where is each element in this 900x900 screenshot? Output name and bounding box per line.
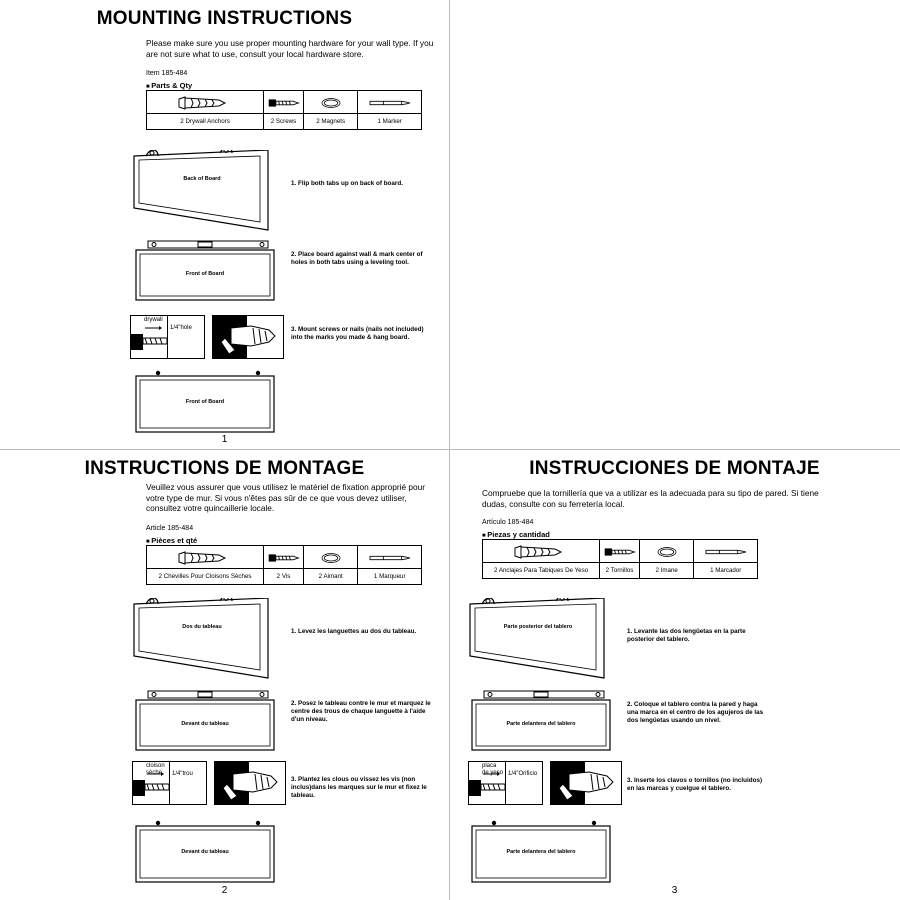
hole-size-label: 1/4"trou: [172, 771, 193, 777]
drywall-anchor-icon: [483, 542, 599, 562]
part-label: 2 Drywall Anchors: [147, 113, 263, 129]
page-number: 1: [221, 434, 228, 445]
hole-size-label: 1/4"hole: [170, 325, 192, 331]
screw-icon: [264, 548, 303, 568]
drill-illustration: [132, 761, 207, 805]
step-2: 2. Posez le tableau contre le mur et marquez le centre des trous de chaque languette à l'aide d'un niveau.: [291, 700, 431, 723]
board-back-illustration: [132, 150, 272, 232]
drywall-anchor-icon: [147, 93, 263, 113]
board-back-illustration: [132, 598, 272, 680]
part-drywall-anchor: [483, 540, 600, 578]
intro-text: Please make sure you use proper mounting hardware for your wall type. If you are not sure what to use, consult your local hardware store.: [146, 38, 434, 59]
board-back-illustration: [468, 598, 608, 680]
board-front-final-label: Parte delantera del tablero: [506, 849, 576, 855]
part-drywall-anchor: [147, 91, 264, 129]
magnet-icon: [304, 548, 358, 568]
part-label: 2 Vis: [264, 568, 303, 584]
part-label: 1 Marker: [358, 113, 421, 129]
part-label: 2 Anclajes Para Tabiques De Yeso: [483, 562, 599, 578]
part-magnet: [304, 546, 359, 584]
step-1: 1. Levante las dos lengüetas en la parte posterior del tablero.: [627, 628, 746, 643]
hammer-illustration: [214, 761, 286, 805]
page-number: 3: [671, 885, 678, 896]
board-front-label: Front of Board: [185, 271, 225, 277]
screw-icon: [264, 93, 303, 113]
part-marker: [358, 546, 421, 584]
parts-table: [146, 545, 422, 585]
step-2: 2. Coloque el tablero contra la pared y haga una marca en el centro de los agujeros de las dos lengüetas usando un nivel.: [627, 701, 764, 724]
board-front-label: Devant du tableau: [181, 721, 229, 727]
item-number: Item 185-484: [146, 70, 188, 77]
part-marker: [694, 540, 757, 578]
hammer-illustration: [212, 315, 284, 359]
item-number: Article 185-484: [146, 525, 194, 532]
hole-size-label: 1/4"Orificio: [508, 771, 538, 777]
wall-type-label: drywall: [144, 317, 163, 323]
parts-table: [146, 90, 422, 130]
drill-illustration: [468, 761, 543, 805]
instruction-page-spanish: [450, 450, 899, 899]
board-back-label: Parte posterior del tablero: [503, 624, 573, 630]
intro-text: Compruebe que la tornillería que va a utilizar es la adecuada para su tipo de pared. Si tiene dudas, consulte con su ferretería local.: [482, 488, 819, 509]
board-back-label: Dos du tableau: [182, 624, 222, 630]
part-label: 2 Chevilles Pour Cloisons Sèches: [147, 568, 263, 584]
part-screw: [264, 546, 304, 584]
wall-type-label: cloison sèche: [146, 763, 165, 776]
drill-illustration: [130, 315, 205, 359]
board-back-label: Back of Board: [183, 176, 221, 182]
page-title: INSTRUCTIONS DE MONTAGE: [84, 458, 365, 479]
part-drywall-anchor: [147, 546, 264, 584]
part-label: 2 Imane: [640, 562, 694, 578]
part-screw: [264, 91, 304, 129]
part-label: 2 Magnets: [304, 113, 358, 129]
step-3: 3. Mount screws or nails (nails not included) into the marks you made & hang board.: [291, 326, 424, 341]
instruction-page-english: [0, 0, 449, 449]
intro-text: Veuillez vous assurer que vous utilisez le matériel de fixation approprié pour votre type de mur. Si vous n'êtes pas sûr de ce que vous devez utiliser, consultez votre quincaillerie locale.: [146, 482, 426, 513]
item-number: Artículo 185-484: [482, 519, 534, 526]
magnet-icon: [640, 542, 694, 562]
drywall-anchor-icon: [147, 548, 263, 568]
instruction-page-french: [0, 450, 449, 899]
wall-type-label: placa de yeso: [482, 763, 504, 776]
marker-icon: [358, 548, 421, 568]
parts-heading: ■ Piezas y cantidad: [482, 530, 550, 539]
part-screw: [600, 540, 640, 578]
parts-heading: ■ Parts & Qty: [146, 81, 192, 90]
part-magnet: [640, 540, 695, 578]
part-label: 1 Marqueur: [358, 568, 421, 584]
board-front-label: Parte delantera del tablero: [506, 721, 576, 727]
step-3: 3. Inserte los clavos o tornillos (no incluidos) en las marcas y cuelgue el tablero.: [627, 777, 763, 792]
part-magnet: [304, 91, 359, 129]
magnet-icon: [304, 93, 358, 113]
part-label: 2 Tornillos: [600, 562, 639, 578]
page-title: MOUNTING INSTRUCTIONS: [96, 8, 353, 29]
part-label: 2 Screws: [264, 113, 303, 129]
hammer-illustration: [550, 761, 622, 805]
step-3: 3. Plantez les clous ou vissez les vis (non inclus)dans les marques sur le mur et fixez le tableau.: [291, 776, 427, 799]
step-2: 2. Place board against wall & mark center of holes in both tabs using a leveling tool.: [291, 251, 423, 266]
part-label: 1 Marcador: [694, 562, 757, 578]
part-label: 2 Aimant: [304, 568, 358, 584]
page-title: INSTRUCCIONES DE MONTAJE: [529, 458, 820, 479]
page-number: 2: [221, 885, 228, 896]
marker-icon: [358, 93, 421, 113]
part-marker: [358, 91, 421, 129]
marker-icon: [694, 542, 757, 562]
step-1: 1. Flip both tabs up on back of board.: [291, 180, 403, 187]
board-front-final-label: Devant du tableau: [181, 849, 229, 855]
step-1: 1. Levez les languettes au dos du tableau.: [291, 628, 417, 635]
parts-table: [482, 539, 758, 579]
screw-icon: [600, 542, 639, 562]
parts-heading: ■ Pièces et qté: [146, 536, 197, 545]
board-front-final-label: Front of Board: [185, 399, 225, 405]
